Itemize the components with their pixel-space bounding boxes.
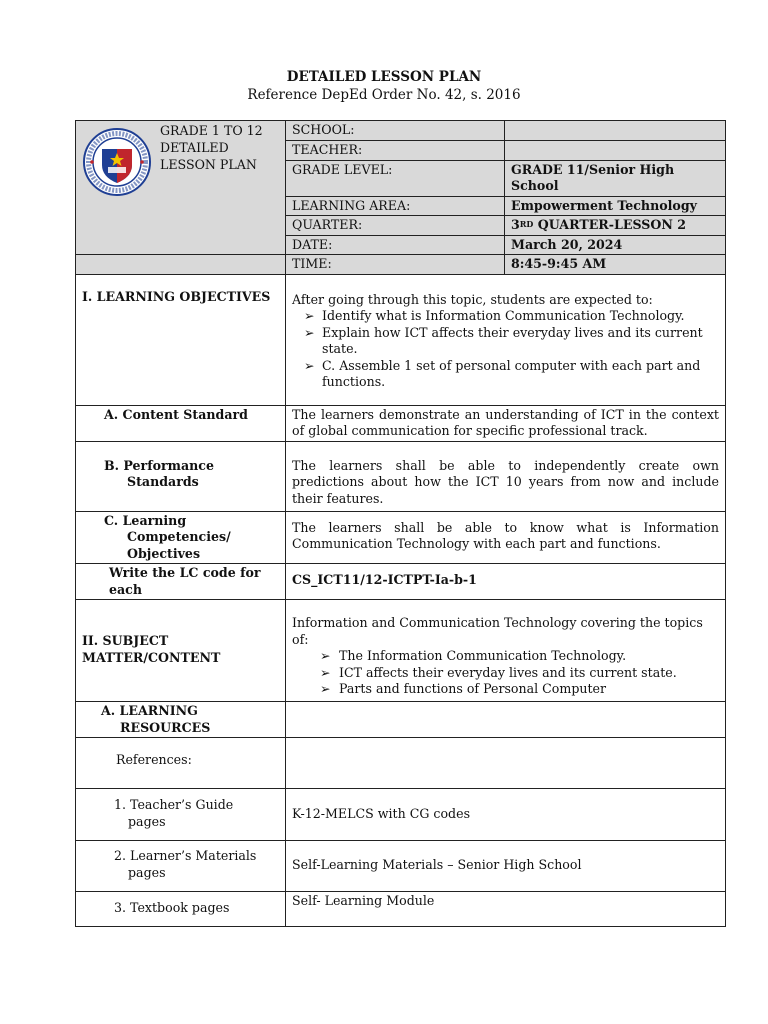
subject-matter-label: II. SUBJECT MATTER/CONTENT — [76, 600, 286, 702]
lesson-plan-table — [75, 120, 726, 927]
list-item: ➢ ICT affects their everyday lives and its current state. — [320, 664, 677, 680]
arrow-bullet-icon: ➢ — [320, 681, 331, 696]
arrow-bullet-icon: ➢ — [320, 664, 331, 680]
teachers-guide-value: K-12-MELCS with CG codes — [286, 789, 726, 841]
deped-seal-icon — [82, 127, 152, 197]
date-label: DATE: — [286, 235, 505, 255]
learning-area-value: Empowerment Technology — [505, 196, 726, 216]
subject-matter-intro: Information and Communication Technology covering the topics of: — [292, 615, 703, 647]
teacher-label: TEACHER: — [286, 141, 505, 161]
competencies-text: The learners shall be able to know what is Information Communication Technology with each part and functions. — [286, 511, 726, 564]
arrow-bullet-icon: ➢ — [320, 648, 331, 663]
content-standard-text: The learners demonstrate an understanding of ICT in the context of global communication for specific professional track. — [286, 405, 726, 441]
grade-level-value: GRADE 11/Senior High School — [505, 160, 726, 196]
learners-materials-value: Self-Learning Materials – Senior High School — [286, 841, 726, 892]
date-value: March 20, 2024 — [505, 235, 726, 255]
learning-resources-label: A. LEARNING RESOURCES — [76, 702, 286, 738]
content-standard-label: A. Content Standard — [76, 405, 286, 441]
quarter-value: 3RD QUARTER-LESSON 2 — [505, 216, 726, 236]
school-value — [505, 121, 726, 141]
subject-matter-content — [286, 600, 726, 702]
logo-title-cell — [76, 121, 286, 255]
grade-level-label: GRADE LEVEL: — [286, 160, 505, 196]
performance-standards-label: B. Performance Standards — [76, 441, 286, 511]
school-label: SCHOOL: — [286, 121, 505, 141]
lc-code-value: CS_ICT11/12-ICTPT-Ia-b-1 — [286, 564, 726, 600]
arrow-bullet-icon: ➢ — [304, 308, 315, 323]
textbook-pages-label: 3. Textbook pages — [76, 892, 286, 927]
list-item: ➢ The Information Communication Technology. — [320, 648, 627, 663]
arrow-bullet-icon: ➢ — [304, 324, 315, 340]
lc-code-label: Write the LC code for each — [76, 564, 286, 600]
time-label: TIME: — [286, 255, 505, 275]
quarter-label: QUARTER: — [286, 216, 505, 236]
blank-cell — [76, 255, 286, 275]
teachers-guide-label: 1. Teacher’s Guide pages — [76, 789, 286, 841]
reference-line: Reference DepEd Order No. 42, s. 2016 — [247, 87, 521, 103]
objectives-heading: I. LEARNING OBJECTIVES — [76, 274, 286, 405]
learning-area-label: LEARNING AREA: — [286, 196, 505, 216]
learning-resources-value — [286, 702, 726, 738]
document-header — [0, 68, 768, 104]
objectives-intro: After going through this topic, students are expected to: — [292, 291, 653, 307]
references-label: References: — [76, 738, 286, 789]
list-item: ➢ Identify what is Information Communication Technology. — [304, 308, 685, 323]
competencies-label: C. Learning Competencies/ Objectives — [76, 511, 286, 564]
topics-list — [292, 648, 719, 698]
textbook-pages-value: Self- Learning Module — [286, 892, 726, 927]
arrow-bullet-icon: ➢ — [304, 357, 315, 373]
references-value — [286, 738, 726, 789]
objectives-content — [286, 274, 726, 405]
document-title: DETAILED LESSON PLAN — [286, 69, 482, 85]
learners-materials-label: 2. Learner’s Materials pages — [76, 841, 286, 892]
time-value: 8:45-9:45 AM — [505, 255, 726, 275]
list-item: ➢ C. Assemble 1 set of personal computer with each part and functions. — [304, 357, 701, 389]
performance-standards-text: The learners shall be able to independently create own predictions about how the ICT 10 years from now and include their features. — [286, 441, 726, 511]
plan-title: GRADE 1 TO 12 DETAILED LESSON PLAN — [160, 123, 263, 172]
objectives-list — [292, 308, 719, 391]
list-item: ➢ Parts and functions of Personal Computer — [320, 681, 607, 696]
teacher-value — [505, 141, 726, 161]
list-item: ➢ Explain how ICT affects their everyday lives and its current state. — [304, 324, 703, 356]
